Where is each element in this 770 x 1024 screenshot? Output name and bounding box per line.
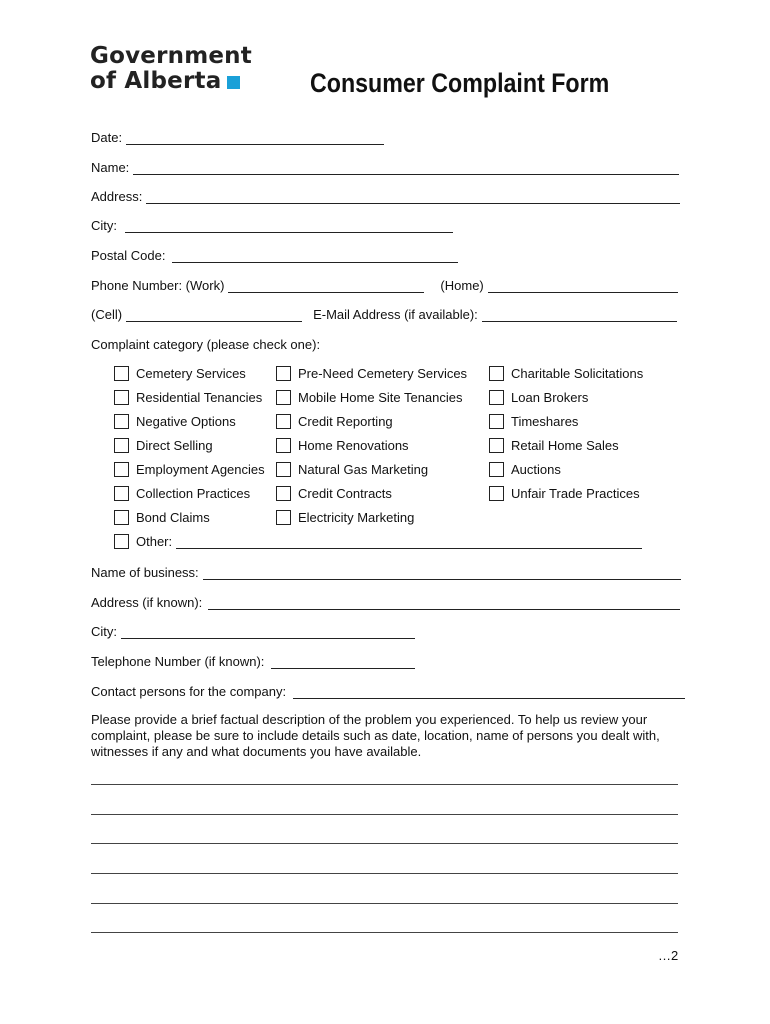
- category-checkbox[interactable]: [276, 414, 393, 429]
- category-label: Employment Agencies: [136, 462, 265, 477]
- business-address-field[interactable]: [208, 597, 680, 610]
- category-checkbox[interactable]: [114, 462, 265, 477]
- date-row: [91, 130, 384, 145]
- category-checkbox[interactable]: [276, 510, 414, 525]
- logo-line-1: Government: [90, 43, 252, 69]
- category-label: Unfair Trade Practices: [511, 486, 640, 501]
- category-checkbox[interactable]: [489, 414, 578, 429]
- logo-square-icon: [227, 76, 240, 89]
- category-checkbox[interactable]: [276, 486, 392, 501]
- postal-code-row: [91, 248, 458, 263]
- address-row: [91, 189, 680, 204]
- business-city-field[interactable]: [121, 626, 415, 639]
- government-of-alberta-logo: [90, 44, 252, 94]
- category-label: Cemetery Services: [136, 366, 246, 381]
- phone-row: [91, 278, 678, 293]
- postal-code-field[interactable]: [172, 250, 458, 263]
- description-line[interactable]: [91, 784, 678, 785]
- address-label: Address:: [91, 189, 143, 204]
- business-contacts-label: Contact persons for the company:: [91, 684, 287, 699]
- business-address-row: [91, 595, 680, 610]
- checkbox-icon[interactable]: [276, 366, 291, 381]
- category-checkbox[interactable]: [489, 438, 619, 453]
- category-label: Loan Brokers: [511, 390, 589, 405]
- category-checkbox[interactable]: [114, 486, 250, 501]
- checkbox-icon[interactable]: [114, 486, 129, 501]
- checkbox-icon[interactable]: [114, 390, 129, 405]
- category-checkbox[interactable]: [489, 486, 640, 501]
- logo-line-2-text: of Alberta: [90, 68, 222, 94]
- checkbox-icon[interactable]: [114, 534, 129, 549]
- checkbox-icon[interactable]: [489, 414, 504, 429]
- business-telephone-field[interactable]: [271, 656, 415, 669]
- category-label: Credit Contracts: [298, 486, 392, 501]
- other-label: Other:: [136, 534, 173, 549]
- category-checkbox[interactable]: [276, 462, 428, 477]
- email-label: E-Mail Address (if available):: [313, 307, 478, 322]
- description-line[interactable]: [91, 932, 678, 933]
- category-checkbox[interactable]: [489, 366, 643, 381]
- cell-label: (Cell): [91, 307, 123, 322]
- category-checkbox[interactable]: [489, 462, 561, 477]
- business-name-row: [91, 565, 681, 580]
- business-contacts-row: [91, 684, 685, 699]
- date-label: Date:: [91, 130, 123, 145]
- category-label: Collection Practices: [136, 486, 251, 501]
- category-checkbox[interactable]: [489, 390, 588, 405]
- checkbox-icon[interactable]: [276, 390, 291, 405]
- category-label: Auctions: [511, 462, 561, 477]
- other-field[interactable]: [176, 537, 642, 549]
- checkbox-icon[interactable]: [114, 438, 129, 453]
- category-label: Electricity Marketing: [298, 510, 415, 525]
- logo-line-2: [90, 69, 252, 94]
- category-checkbox[interactable]: [114, 390, 262, 405]
- name-field[interactable]: [133, 162, 679, 175]
- description-instructions: Please provide a brief factual description of the problem you experienced. To help us review your complaint, please be sure to include details such as date, location, name of persons you dealt with, witnesses if any and what documents you have available.: [91, 712, 660, 759]
- description-line[interactable]: [91, 814, 678, 815]
- phone-work-field[interactable]: [228, 280, 424, 293]
- name-label: Name:: [91, 160, 130, 175]
- category-checkbox[interactable]: [114, 438, 213, 453]
- city-label: City:: [91, 218, 117, 233]
- business-name-field[interactable]: [203, 567, 681, 580]
- checkbox-icon[interactable]: [276, 486, 291, 501]
- category-label: Retail Home Sales: [511, 438, 619, 453]
- business-telephone-row: [91, 654, 415, 669]
- cell-field[interactable]: [126, 309, 302, 322]
- date-field[interactable]: [126, 132, 384, 145]
- checkbox-icon[interactable]: [276, 414, 291, 429]
- checkbox-icon[interactable]: [114, 414, 129, 429]
- category-prompt-row: [91, 337, 320, 352]
- other-checkbox-row: [114, 534, 642, 549]
- business-name-label: Name of business:: [91, 565, 199, 580]
- checkbox-icon[interactable]: [276, 438, 291, 453]
- category-label: Negative Options: [136, 414, 236, 429]
- category-label: Home Renovations: [298, 438, 409, 453]
- business-telephone-label: Telephone Number (if known):: [91, 654, 265, 669]
- category-checkbox[interactable]: [276, 366, 467, 381]
- checkbox-icon[interactable]: [276, 462, 291, 477]
- checkbox-icon[interactable]: [114, 366, 129, 381]
- checkbox-icon[interactable]: [489, 462, 504, 477]
- description-line[interactable]: [91, 903, 678, 904]
- form-title: Consumer Complaint Form: [310, 68, 610, 98]
- checkbox-icon[interactable]: [489, 366, 504, 381]
- description-line[interactable]: [91, 843, 678, 844]
- category-label: Timeshares: [511, 414, 579, 429]
- phone-work-label: Phone Number: (Work): [91, 278, 225, 293]
- phone-home-label: (Home): [440, 278, 484, 293]
- category-checkbox[interactable]: [276, 438, 409, 453]
- postal-code-label: Postal Code:: [91, 248, 166, 263]
- business-contacts-field[interactable]: [293, 686, 685, 699]
- category-label: Natural Gas Marketing: [298, 462, 429, 477]
- city-row: [91, 218, 453, 233]
- category-checkbox[interactable]: [114, 510, 210, 525]
- checkbox-icon[interactable]: [489, 438, 504, 453]
- business-address-label: Address (if known):: [91, 595, 203, 610]
- description-line[interactable]: [91, 873, 678, 874]
- business-city-row: [91, 624, 415, 639]
- checkbox-icon[interactable]: [114, 510, 129, 525]
- category-label: Pre-Need Cemetery Services: [298, 366, 468, 381]
- checkbox-icon[interactable]: [489, 390, 504, 405]
- category-label: Charitable Solicitations: [511, 366, 644, 381]
- business-city-label: City:: [91, 624, 117, 639]
- checkbox-icon[interactable]: [489, 486, 504, 501]
- category-label: Residential Tenancies: [136, 390, 263, 405]
- category-prompt: Complaint category (please check one):: [91, 337, 321, 352]
- phone-home-field[interactable]: [488, 280, 678, 293]
- name-row: [91, 160, 679, 175]
- category-label: Direct Selling: [136, 438, 213, 453]
- category-label: Mobile Home Site Tenancies: [298, 390, 463, 405]
- category-checkbox[interactable]: [114, 414, 236, 429]
- address-field[interactable]: [146, 191, 680, 204]
- city-field[interactable]: [125, 220, 453, 233]
- category-checkbox[interactable]: [114, 366, 246, 381]
- checkbox-icon[interactable]: [276, 510, 291, 525]
- page-number: …2: [658, 948, 679, 963]
- category-label: Bond Claims: [136, 510, 210, 525]
- cell-email-row: [91, 307, 677, 322]
- checkbox-icon[interactable]: [114, 462, 129, 477]
- email-field[interactable]: [482, 309, 677, 322]
- category-label: Credit Reporting: [298, 414, 393, 429]
- category-checkbox[interactable]: [276, 390, 463, 405]
